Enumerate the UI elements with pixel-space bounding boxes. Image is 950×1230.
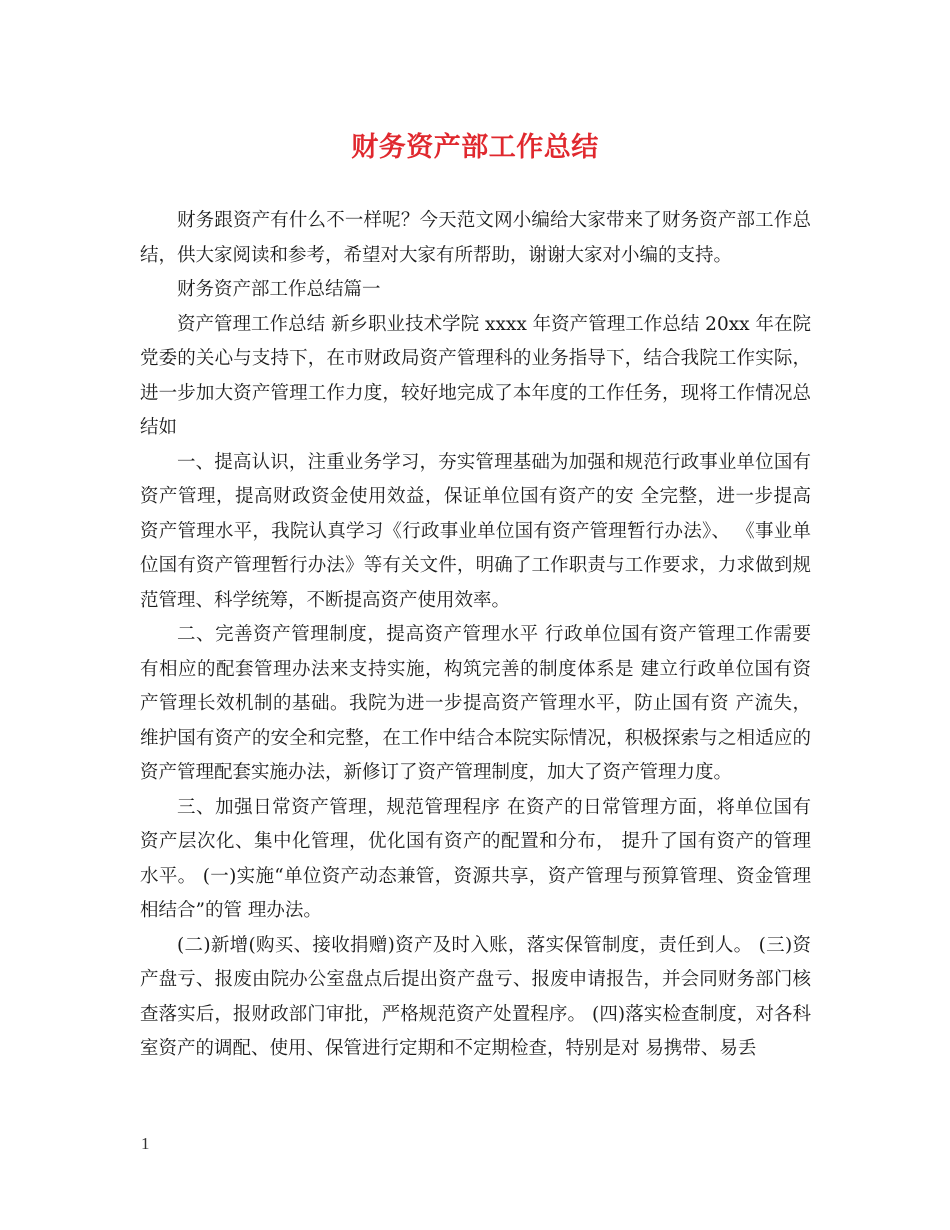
- paragraph: 财务跟资产有什么不一样呢？今天范文网小编给大家带来了财务资产部工作总结，供大家阅读和参考，希望对大家有所帮助，谢谢大家对小编的支持。: [140, 210, 811, 266]
- paragraph: 资产管理工作总结 新乡职业技术学院 xxxx 年资产管理工作总结 20xx 年在院党委的关心与支持下，在市财政局资产管理科的业务指导下，结合我院工作实际，进一步加大资产管理工作力度，较好地完成了本年度的工作任务，现将工作情况总结如: [140, 313, 811, 438]
- page-number: 1: [141, 1134, 150, 1153]
- section-heading: 财务资产部工作总结篇一: [177, 279, 381, 300]
- paragraph: (二)新增(购买、接收捐赠)资产及时入账，落实保管制度，责任到人。 (三)资产盘亏、报废由院办公室盘点后提出资产盘亏、报废申请报告，并会同财务部门核 查落实后，报财政部门审批，严格规范资产处置程序。 (四)落实检查制度，对各科室资产的调配、使用、保管进行定期和不定期检查，特别是对 易携带、易丢: [140, 934, 811, 1059]
- paragraph: 一、提高认识，注重业务学习，夯实管理基础为加强和规范行政事业单位国有资产管理，提高财政资金使用效益，保证单位国有资产的安 全完整，进一步提高资产管理水平，我院认真学习《行政事业单位国有资产管理暂行办法》、 《事业单位国有资产管理暂行办法》等有关文件，明确了工作职责与工作要求，力求做到规 范管理、科学统筹，不断提高资产使用效率。: [140, 451, 811, 611]
- paragraph: 三、加强日常资产管理，规范管理程序 在资产的日常管理方面，将单位国有资产层次化、集中化管理，优化国有资产的配置和分布， 提升了国有资产的管理水平。 (一)实施“单位资产动态兼管，资源共享，资产管理与预算管理、资金管理相结合”的管 理办法。: [140, 796, 811, 921]
- document-title: 财务资产部工作总结: [351, 132, 599, 163]
- paragraph: 二、完善资产管理制度，提高资产管理水平 行政单位国有资产管理工作需要有相应的配套管理办法来支持实施，构筑完善的制度体系是 建立行政单位国有资产管理长效机制的基础。我院为进一步提高资产管理水平，防止国有资 产流失，维护国有资产的安全和完整，在工作中结合本院实际情况，积极探索与之相适应的资产管理配套实施办法，新修订了资产管理制度，加大了资产管理力度。: [140, 624, 811, 783]
- document-body: [140, 204, 811, 1067]
